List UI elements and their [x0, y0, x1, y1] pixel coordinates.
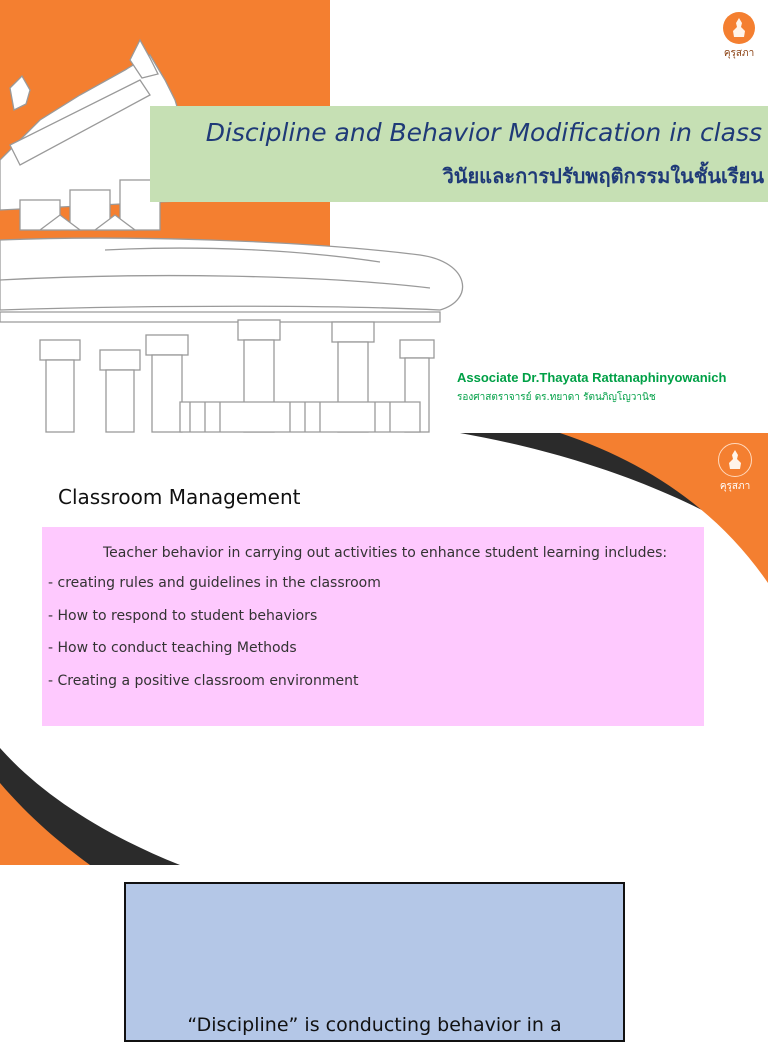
thai-pavilion-illustration	[0, 40, 480, 432]
discipline-definition-slide	[0, 866, 768, 1036]
list-item: - creating rules and guidelines in the classroom	[48, 575, 381, 591]
intro-paragraph: Teacher behavior in carrying out activities to enhance student learning includes:	[103, 545, 668, 561]
seal-icon	[718, 443, 752, 477]
kurusapha-logo	[710, 443, 760, 494]
list-item: - How to conduct teaching Methods	[48, 640, 297, 656]
slide-heading: Classroom Management	[58, 485, 301, 509]
logo-caption: คุรุสภา	[719, 481, 751, 492]
title-slide	[0, 0, 768, 432]
definition-box	[124, 882, 625, 1042]
list-item: - Creating a positive classroom environment	[48, 672, 359, 689]
list-item: - How to respond to student behaviors	[48, 607, 318, 624]
title-band	[150, 106, 768, 202]
classroom-management-slide	[0, 433, 768, 865]
content-box	[42, 527, 704, 726]
definition-text: “Discipline” is conducting behavior in a	[187, 1014, 562, 1036]
seal-icon	[723, 12, 755, 44]
presentation-subtitle-thai: วินัยและการปรับพฤติกรรมในชั้นเรียน	[442, 164, 764, 188]
presentation-title: Discipline and Behavior Modification in class	[205, 118, 762, 147]
author-name-thai: รองศาสตราจารย์ ดร.ทยาดา รัตนภิญโญวานิช	[457, 392, 656, 403]
author-name: Associate Dr.Thayata Rattanaphinyowanich	[457, 370, 727, 385]
logo-caption: คุรุสภา	[723, 48, 755, 59]
kurusapha-logo	[714, 12, 764, 61]
